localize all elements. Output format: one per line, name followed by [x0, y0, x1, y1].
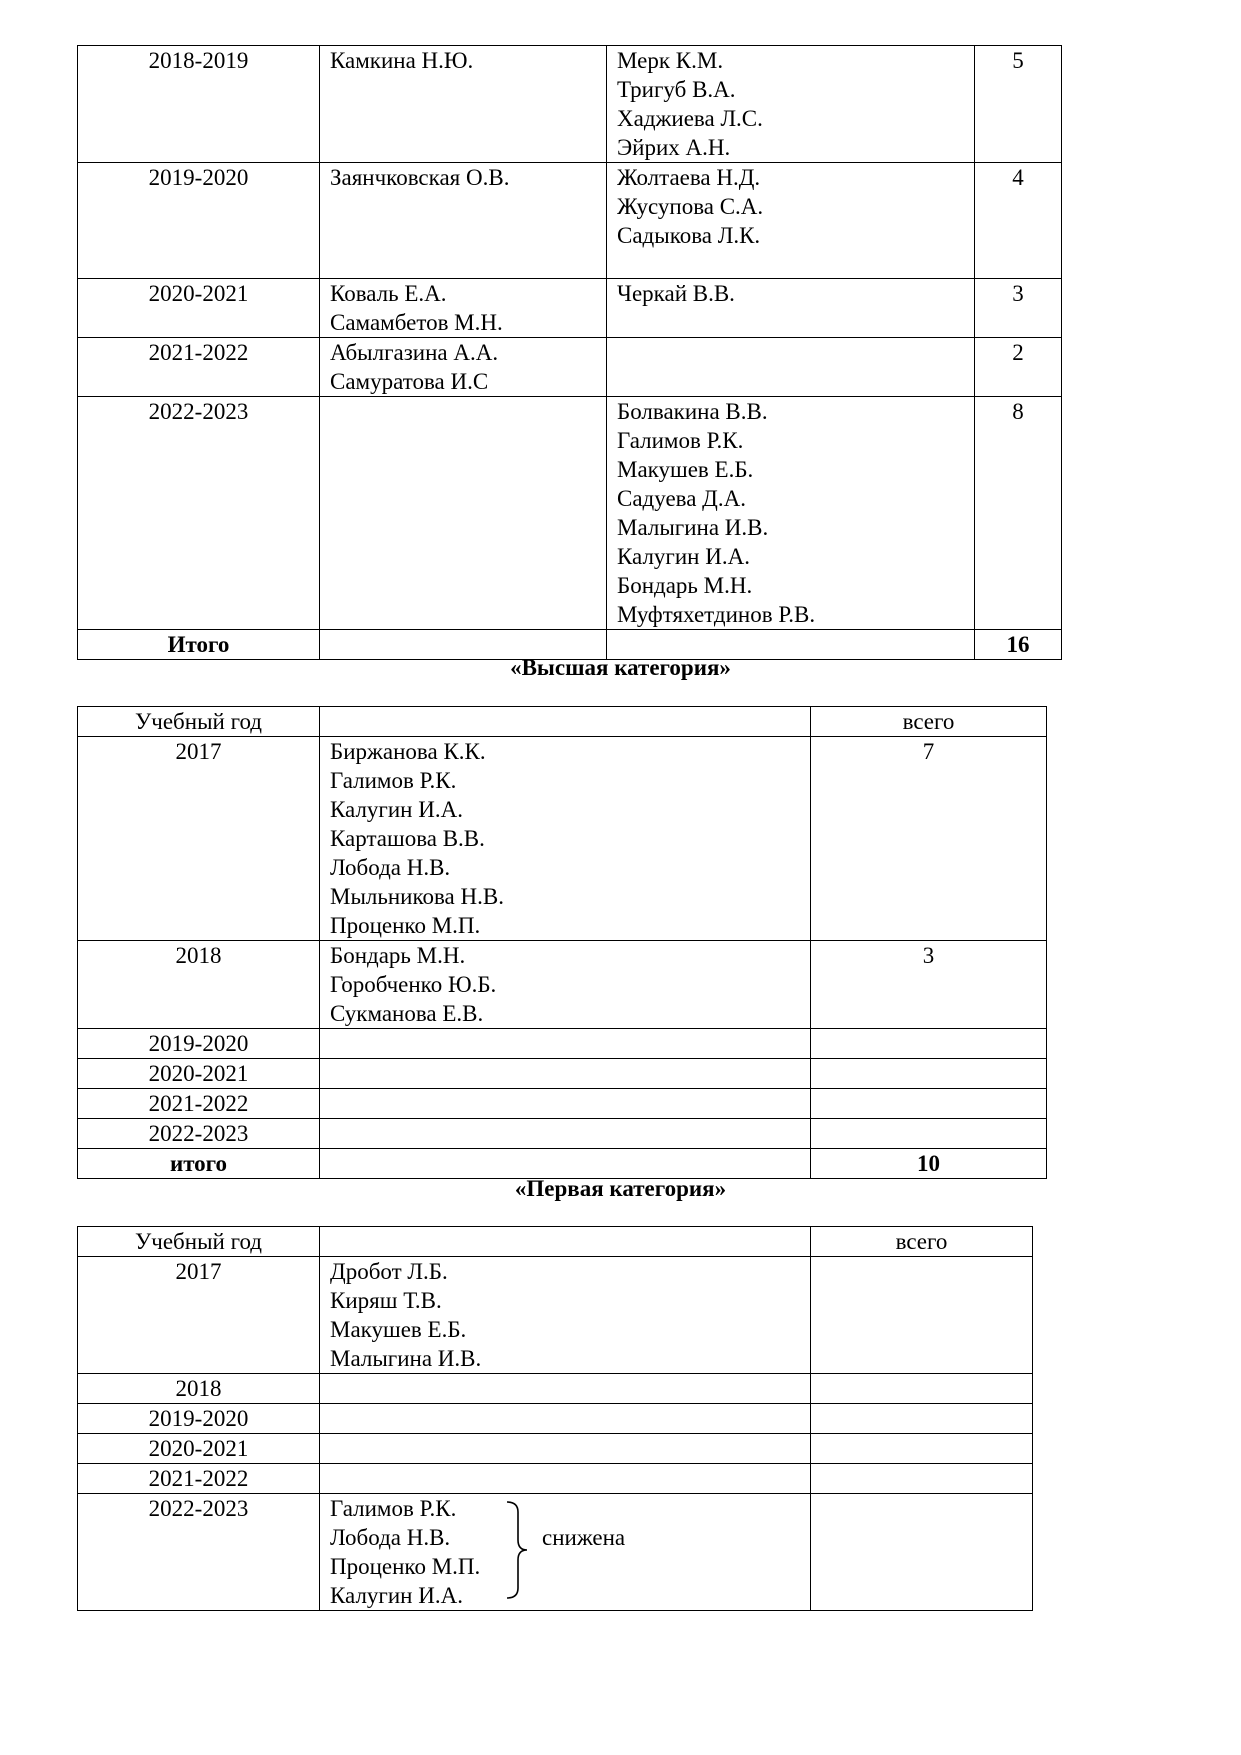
total-label: Итого	[78, 630, 320, 660]
names-cell: Бондарь М.Н. Горобченко Ю.Б. Сукманова Е.В.	[320, 941, 811, 1029]
names-cell	[320, 1404, 811, 1434]
count-cell	[811, 1257, 1033, 1374]
table-row	[78, 1257, 1033, 1374]
year-cell: 2021-2022	[78, 1464, 320, 1494]
downgraded-note: снижена	[542, 1525, 626, 1550]
table-row	[78, 941, 1047, 1029]
header-total: всего	[811, 1227, 1033, 1257]
table-row	[78, 737, 1047, 941]
table-row	[78, 279, 1062, 338]
heading-first-category: «Первая категория»	[514, 1176, 727, 1201]
names-cell	[320, 1059, 811, 1089]
total-value: 16	[975, 630, 1062, 660]
table-row	[78, 1464, 1033, 1494]
year-cell: 2020-2021	[78, 279, 320, 338]
count-cell	[811, 1374, 1033, 1404]
count-cell: 2	[975, 338, 1062, 397]
table-row	[78, 1374, 1033, 1404]
total-value: 10	[811, 1149, 1047, 1179]
year-cell: 2018	[78, 1374, 320, 1404]
names-cell: Дробот Л.Б. Киряш Т.В. Макушев Е.Б. Малыгина И.В.	[320, 1257, 811, 1374]
names-cell: Мерк К.М. Тригуб В.А. Хаджиева Л.С. Эйрих А.Н.	[607, 46, 975, 163]
year-cell: 2020-2021	[78, 1434, 320, 1464]
table-row	[78, 46, 1062, 163]
year-cell: 2019-2020	[78, 1404, 320, 1434]
table-teachers-by-year	[77, 45, 1062, 660]
table-row	[78, 1059, 1047, 1089]
count-cell: 7	[811, 737, 1047, 941]
count-cell	[811, 1059, 1047, 1089]
table-row	[78, 1404, 1033, 1434]
total-label: итого	[78, 1149, 320, 1179]
names-cell: Биржанова К.К. Галимов Р.К. Калугин И.А. Карташова В.В. Лобода Н.В. Мыльникова Н.В. Проценко М.П.	[320, 737, 811, 941]
count-cell	[811, 1119, 1047, 1149]
names-cell	[320, 1089, 811, 1119]
table-row	[78, 1029, 1047, 1059]
table-higher-category	[77, 706, 1047, 1179]
count-cell: 5	[975, 46, 1062, 163]
count-cell	[811, 1494, 1033, 1611]
header-total: всего	[811, 707, 1047, 737]
table-row	[78, 338, 1062, 397]
count-cell: 4	[975, 163, 1062, 279]
count-cell: 8	[975, 397, 1062, 630]
year-cell: 2018-2019	[78, 46, 320, 163]
year-cell: 2022-2023	[78, 1119, 320, 1149]
names-cell	[320, 1494, 811, 1611]
year-cell: 2019-2020	[78, 163, 320, 279]
names-cell: Заянчковская О.В.	[320, 163, 607, 279]
header-names	[320, 707, 811, 737]
table-header-row	[78, 1227, 1033, 1257]
year-cell: 2018	[78, 941, 320, 1029]
year-cell: 2017	[78, 737, 320, 941]
year-cell: 2022-2023	[78, 397, 320, 630]
names-cell	[320, 1434, 811, 1464]
year-cell: 2017	[78, 1257, 320, 1374]
right-brace-icon	[505, 1500, 529, 1600]
count-cell: 3	[975, 279, 1062, 338]
year-cell: 2021-2022	[78, 1089, 320, 1119]
names-cell	[320, 397, 607, 630]
table-row	[78, 1119, 1047, 1149]
year-cell: 2021-2022	[78, 338, 320, 397]
names-cell: Жолтаева Н.Д. Жусупова С.А. Садыкова Л.К.	[607, 163, 975, 279]
year-cell: 2019-2020	[78, 1029, 320, 1059]
table-first-category	[77, 1226, 1033, 1611]
header-year: Учебный год	[78, 707, 320, 737]
count-cell	[811, 1404, 1033, 1434]
names-cell: Камкина Н.Ю.	[320, 46, 607, 163]
names-cell: Коваль Е.А. Самамбетов М.Н.	[320, 279, 607, 338]
table-row	[78, 1089, 1047, 1119]
names-cell	[320, 1464, 811, 1494]
count-cell	[811, 1464, 1033, 1494]
names-cell	[320, 1119, 811, 1149]
table-row	[78, 163, 1062, 279]
year-cell: 2020-2021	[78, 1059, 320, 1089]
names-cell: Болвакина В.В. Галимов Р.К. Макушев Е.Б. Садуева Д.А. Малыгина И.В. Калугин И.А. Бондарь М.Н. Муфтяхетдинов Р.В.	[607, 397, 975, 630]
count-cell: 3	[811, 941, 1047, 1029]
header-names	[320, 1227, 811, 1257]
count-cell	[811, 1089, 1047, 1119]
header-year: Учебный год	[78, 1227, 320, 1257]
heading-higher-category: «Высшая категория»	[510, 655, 731, 680]
count-cell	[811, 1434, 1033, 1464]
table-row	[78, 1434, 1033, 1464]
names-cell	[320, 1029, 811, 1059]
count-cell	[811, 1029, 1047, 1059]
names-cell	[320, 1374, 811, 1404]
table-header-row	[78, 707, 1047, 737]
year-cell: 2022-2023	[78, 1494, 320, 1611]
names-cell: Черкай В.В.	[607, 279, 975, 338]
table-row	[78, 397, 1062, 630]
names-cell: Абылгазина А.А. Самуратова И.С	[320, 338, 607, 397]
downgraded-group: Галимов Р.К. Лобода Н.В. Проценко М.П. Калугин И.А. снижена	[330, 1496, 626, 1608]
names-cell	[607, 338, 975, 397]
table-row	[78, 1494, 1033, 1611]
